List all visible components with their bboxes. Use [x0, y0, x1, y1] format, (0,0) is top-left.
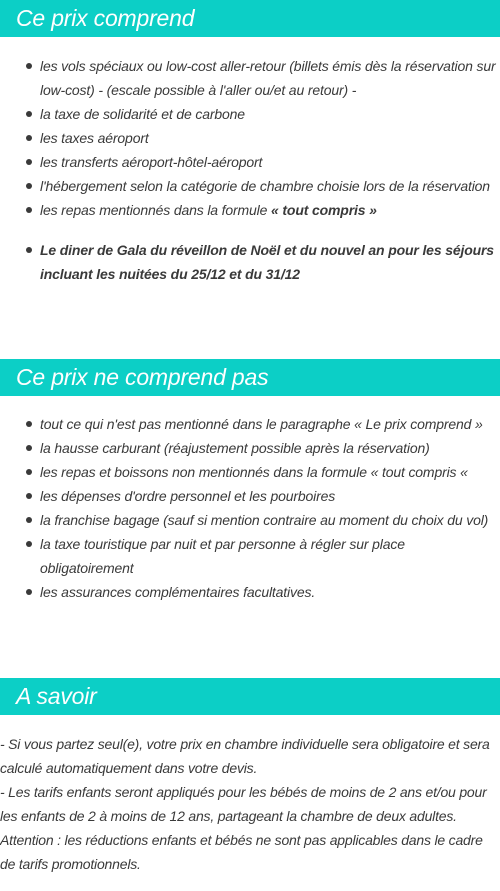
bullet-icon	[26, 421, 32, 427]
list-item-text: les transferts aéroport-hôtel-aéroport	[40, 154, 263, 170]
section-header-included: Ce prix comprend	[0, 0, 500, 37]
list-item	[0, 126, 500, 150]
bullet-icon	[26, 589, 32, 595]
list-item-text: l'hébergement selon la catégorie de chambre choisie lors de la réservation	[40, 178, 490, 194]
list-item	[0, 460, 500, 484]
bullet-icon	[26, 111, 32, 117]
bullet-icon	[26, 247, 32, 253]
list-item	[0, 174, 500, 198]
list-item	[0, 436, 500, 460]
list-item	[0, 580, 500, 604]
list-item-text: les vols spéciaux ou low-cost aller-retour (billets émis dès la réservation sur low-cost) - (escale possible à l'aller ou/et au retour) -	[40, 58, 496, 98]
section-header-not-included: Ce prix ne comprend pas	[0, 359, 500, 396]
list-item	[0, 508, 500, 532]
info-paragraph: - Les tarifs enfants seront appliqués pour les bébés de moins de 2 ans et/ou pour les enfants de 2 à moins de 12 ans, partageant la chambre de deux adultes.	[0, 784, 487, 824]
bullet-icon	[26, 183, 32, 189]
list-item	[0, 102, 500, 126]
list-item-text: les taxes aéroport	[40, 130, 149, 146]
list-item-text: les assurances complémentaires facultatives.	[40, 584, 316, 600]
list-item-text: les repas mentionnés dans la formule	[40, 202, 272, 218]
list-item	[0, 150, 500, 174]
list-item-text: la taxe de solidarité et de carbone	[40, 106, 245, 122]
list-item-text: la hausse carburant (réajustement possible après la réservation)	[40, 440, 430, 456]
list-item-emphasis: « tout compris »	[271, 202, 377, 218]
list-item	[0, 532, 500, 580]
list-item-highlight	[0, 238, 500, 286]
list-item-text: les repas et boissons non mentionnés dans la formule « tout compris «	[40, 464, 468, 480]
list-item-text: Le diner de Gala du réveillon de Noël et du nouvel an pour les séjours incluant les nuitées du 25/12 et du 31/12	[40, 242, 494, 282]
bullet-icon	[26, 445, 32, 451]
section-header-good-to-know: A savoir	[0, 678, 500, 715]
bullet-icon	[26, 207, 32, 213]
bullet-icon	[26, 493, 32, 499]
bullet-icon	[26, 63, 32, 69]
list-item	[0, 412, 500, 436]
list-item	[0, 198, 500, 222]
bullet-icon	[26, 541, 32, 547]
list-item	[0, 54, 500, 102]
bullet-icon	[26, 159, 32, 165]
bullet-icon	[26, 135, 32, 141]
info-paragraph: - Si vous partez seul(e), votre prix en chambre individuelle sera obligatoire et sera calculé automatiquement dans votre devis.	[0, 736, 490, 776]
bullet-icon	[26, 517, 32, 523]
good-to-know-text	[0, 732, 500, 876]
bullet-icon	[26, 469, 32, 475]
list-item-text: la franchise bagage (sauf si mention contraire au moment du choix du vol)	[40, 512, 489, 528]
list-item-text: la taxe touristique par nuit et par personne à régler sur place obligatoirement	[40, 536, 405, 576]
list-item	[0, 484, 500, 508]
list-item-text: tout ce qui n'est pas mentionné dans le paragraphe « Le prix comprend »	[40, 416, 483, 432]
list-item-text: les dépenses d'ordre personnel et les pourboires	[40, 488, 336, 504]
not-included-list	[0, 412, 500, 604]
info-paragraph: Attention : les réductions enfants et bébés ne sont pas applicables dans le cadre de tarifs promotionnels.	[0, 832, 483, 872]
included-list	[0, 54, 500, 286]
